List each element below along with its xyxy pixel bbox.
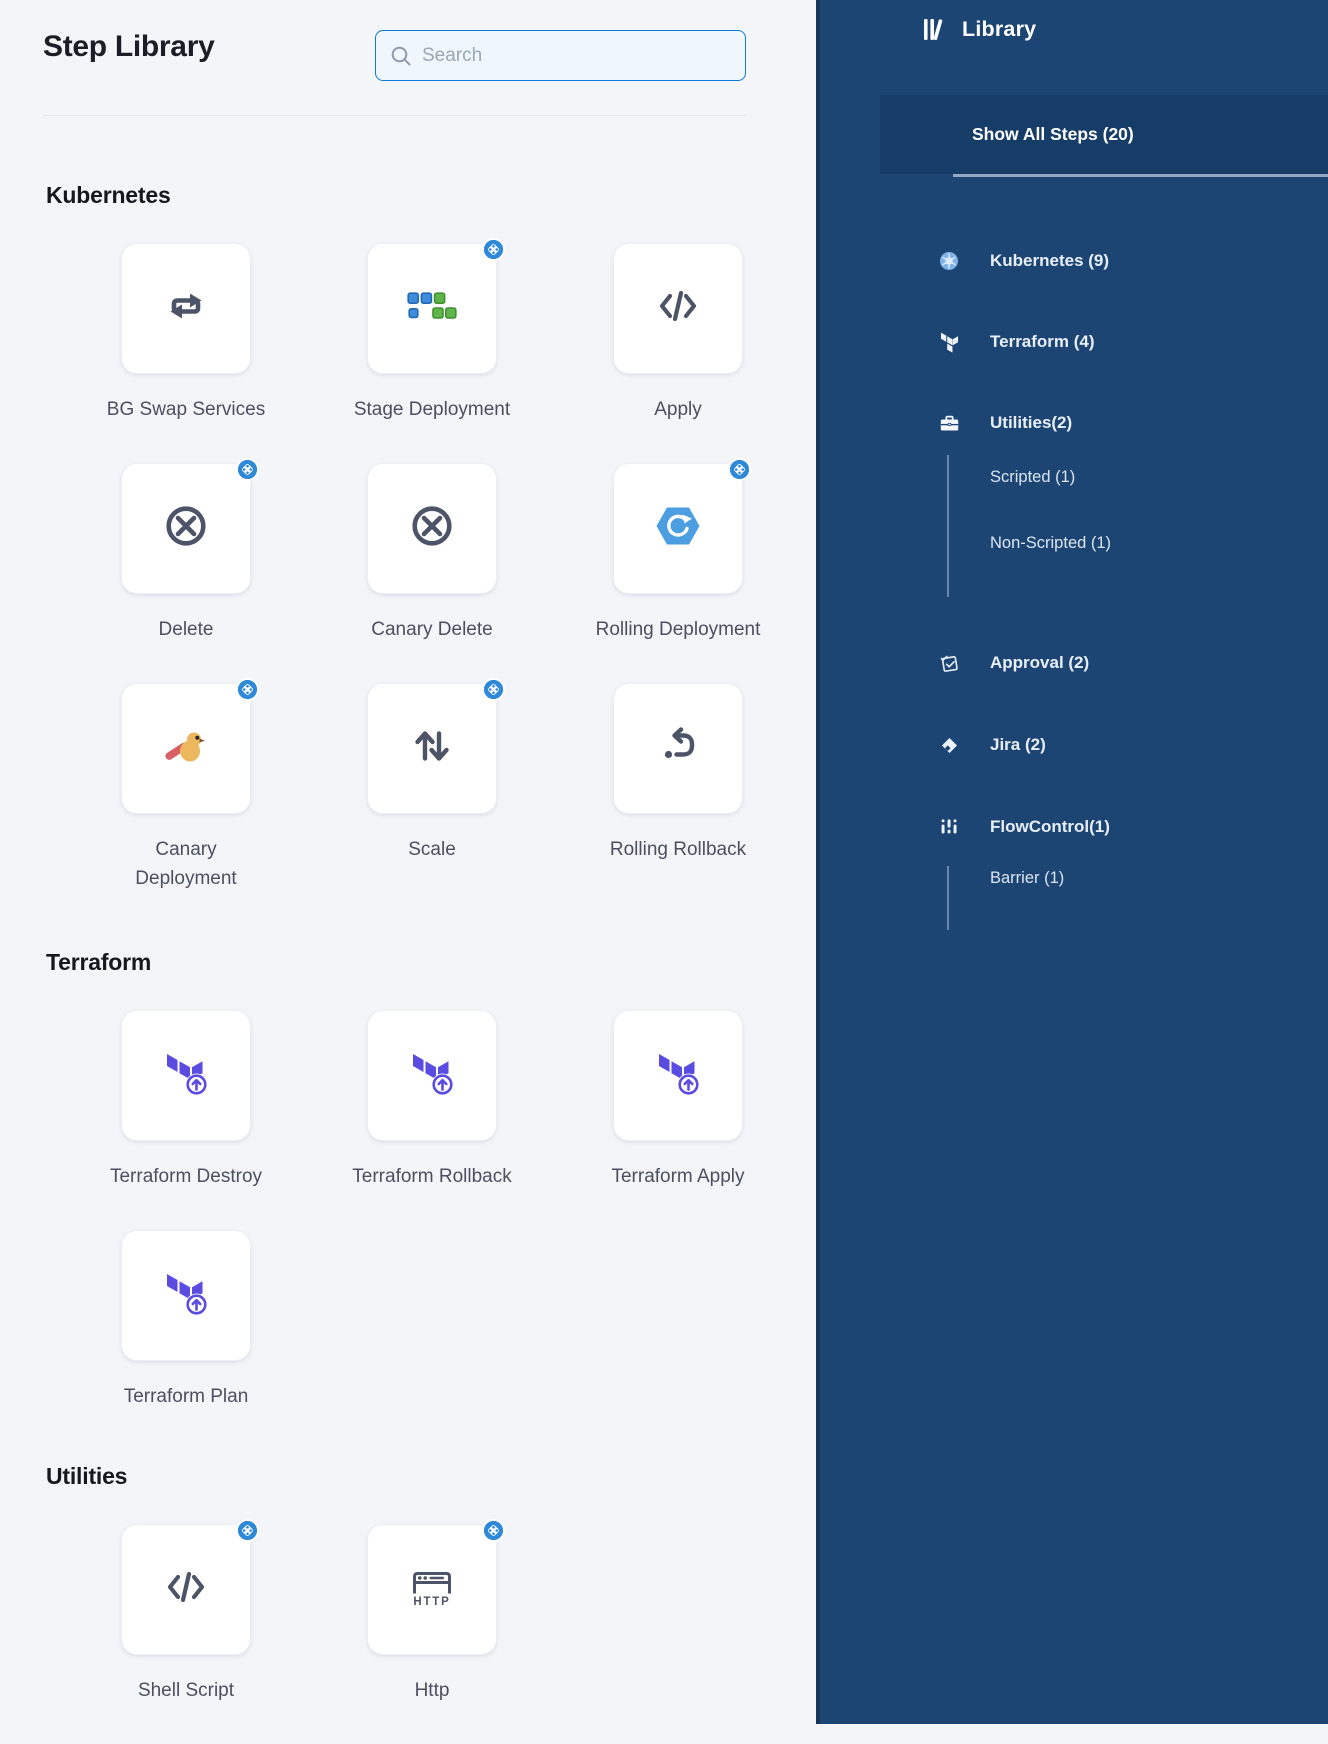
sidebar-item-label: Kubernetes (9) bbox=[990, 251, 1110, 270]
kubernetes-icon bbox=[932, 251, 966, 271]
step-card-terraform-rollback[interactable] bbox=[367, 1010, 497, 1141]
step-label: Http bbox=[414, 1680, 450, 1701]
terraform-icon bbox=[160, 1048, 212, 1103]
section-terraform bbox=[0, 949, 816, 1450]
step-label: Rolling Deployment bbox=[595, 619, 761, 640]
code-icon bbox=[658, 289, 698, 328]
step-cell bbox=[309, 463, 555, 683]
svg-text:HTTP: HTTP bbox=[413, 1596, 451, 1607]
hexagon-refresh-icon bbox=[655, 505, 701, 552]
search-box[interactable] bbox=[375, 30, 746, 81]
tab-show-all-steps[interactable]: Show All Steps (20) bbox=[972, 124, 1134, 144]
sidebar-item-barrier-1[interactable] bbox=[932, 863, 1312, 893]
step-card-rolling-rollback[interactable] bbox=[613, 683, 743, 814]
circle-x-icon bbox=[164, 504, 208, 553]
approval-icon bbox=[932, 653, 966, 674]
step-card-http[interactable] bbox=[367, 1524, 497, 1655]
step-card-canary-deployment[interactable] bbox=[121, 683, 251, 814]
step-card-scale[interactable] bbox=[367, 683, 497, 814]
step-cell bbox=[63, 1230, 309, 1450]
circle-x-icon bbox=[410, 504, 454, 553]
section-kubernetes bbox=[0, 182, 816, 903]
canary-bird-icon bbox=[165, 726, 207, 771]
step-card-terraform-apply[interactable] bbox=[613, 1010, 743, 1141]
sidebar-item-kubernetes-9[interactable] bbox=[932, 246, 1312, 276]
step-card-terraform-plan[interactable] bbox=[121, 1230, 251, 1361]
kubernetes-badge-icon bbox=[482, 238, 505, 261]
step-label: Terraform Apply bbox=[611, 1166, 745, 1187]
step-cell bbox=[309, 1010, 555, 1230]
step-label: Terraform Destroy bbox=[109, 1166, 263, 1187]
step-cell bbox=[555, 243, 801, 463]
section-utilities bbox=[0, 1463, 816, 1744]
step-cell bbox=[63, 243, 309, 463]
kubernetes-badge-icon bbox=[236, 458, 259, 481]
step-card-canary-delete[interactable] bbox=[367, 463, 497, 594]
step-cell bbox=[309, 683, 555, 903]
sidebar-item-non-scripted-1[interactable] bbox=[932, 528, 1312, 558]
step-label: Stage Deployment bbox=[353, 399, 511, 420]
kubernetes-badge-icon bbox=[482, 1519, 505, 1542]
sidebar-item-flowcontrol-1[interactable] bbox=[932, 812, 1312, 842]
step-label: Apply bbox=[654, 399, 702, 420]
step-card-delete[interactable] bbox=[121, 463, 251, 594]
tab-strip bbox=[880, 95, 1328, 174]
step-label: Rolling Rollback bbox=[609, 839, 747, 860]
step-label: Terraform Rollback bbox=[352, 1166, 512, 1187]
step-label: Canary Deployment bbox=[135, 839, 237, 889]
code-icon bbox=[166, 1570, 206, 1609]
step-card-terraform-destroy[interactable] bbox=[121, 1010, 251, 1141]
stage-squares-icon bbox=[407, 292, 457, 325]
step-cell bbox=[63, 683, 309, 903]
terraform-icon bbox=[932, 332, 966, 353]
sidebar-item-scripted-1[interactable] bbox=[932, 462, 1312, 492]
step-cell bbox=[63, 1010, 309, 1230]
step-cell bbox=[555, 463, 801, 683]
http-window-icon bbox=[408, 1567, 456, 1612]
section-header: Terraform bbox=[46, 949, 152, 975]
sidebar-item-jira-2[interactable] bbox=[932, 730, 1312, 760]
active-tab-underline bbox=[953, 174, 1328, 177]
sidebar-item-label: Jira (2) bbox=[990, 735, 1046, 754]
search-icon bbox=[390, 45, 412, 67]
section-header: Kubernetes bbox=[46, 182, 171, 208]
step-card-stage-deployment[interactable] bbox=[367, 243, 497, 374]
flow-control-icon bbox=[932, 818, 966, 837]
step-card-rolling-deployment[interactable] bbox=[613, 463, 743, 594]
jira-icon bbox=[932, 736, 966, 755]
sidebar-item-label: Approval (2) bbox=[990, 653, 1090, 672]
swap-arrows-icon bbox=[164, 287, 208, 330]
step-label: Terraform Plan bbox=[123, 1386, 249, 1407]
sidebar-item-label: Terraform (4) bbox=[990, 332, 1095, 351]
step-cell bbox=[63, 1524, 309, 1744]
step-cell bbox=[555, 683, 801, 903]
step-label: Scale bbox=[408, 839, 456, 860]
terraform-icon bbox=[406, 1048, 458, 1103]
search-input[interactable] bbox=[422, 45, 731, 67]
step-label: Delete bbox=[158, 619, 214, 640]
library-icon bbox=[921, 16, 948, 48]
step-sections bbox=[0, 116, 816, 1744]
sidebar-item-approval-2[interactable] bbox=[932, 648, 1312, 678]
step-label: Shell Script bbox=[137, 1680, 235, 1701]
sidebar-item-label: FlowControl(1) bbox=[990, 817, 1110, 836]
sidebar-item-label: Non-Scripted (1) bbox=[990, 533, 1112, 552]
sidebar-item-terraform-4[interactable] bbox=[932, 327, 1312, 357]
kubernetes-badge-icon bbox=[236, 1519, 259, 1542]
library-sidebar bbox=[816, 0, 1328, 1724]
sidebar-item-label: Utilities(2) bbox=[990, 413, 1073, 432]
sidebar-title: Library bbox=[962, 17, 1037, 41]
section-header: Utilities bbox=[46, 1463, 128, 1489]
step-label: BG Swap Services bbox=[106, 399, 266, 420]
step-cell bbox=[555, 1010, 801, 1230]
step-card-apply[interactable] bbox=[613, 243, 743, 374]
up-down-arrows-icon bbox=[412, 726, 452, 771]
step-cell bbox=[309, 243, 555, 463]
terraform-icon bbox=[160, 1268, 212, 1323]
terraform-icon bbox=[652, 1048, 704, 1103]
kubernetes-badge-icon bbox=[482, 678, 505, 701]
kubernetes-badge-icon bbox=[236, 678, 259, 701]
step-card-shell-script[interactable] bbox=[121, 1524, 251, 1655]
sidebar-item-label: Barrier (1) bbox=[990, 868, 1065, 887]
step-label: Canary Delete bbox=[371, 619, 493, 640]
kubernetes-badge-icon bbox=[728, 458, 751, 481]
sidebar-item-utilities-2[interactable] bbox=[932, 408, 1312, 438]
step-card-bg-swap-services[interactable] bbox=[121, 243, 251, 374]
step-cell bbox=[63, 463, 309, 683]
briefcase-icon bbox=[932, 414, 966, 432]
step-cell bbox=[309, 1524, 555, 1744]
page-title: Step Library bbox=[43, 30, 215, 63]
sidebar-header bbox=[816, 0, 1328, 95]
rollback-arrow-icon bbox=[658, 727, 698, 770]
sidebar-item-label: Scripted (1) bbox=[990, 467, 1076, 486]
